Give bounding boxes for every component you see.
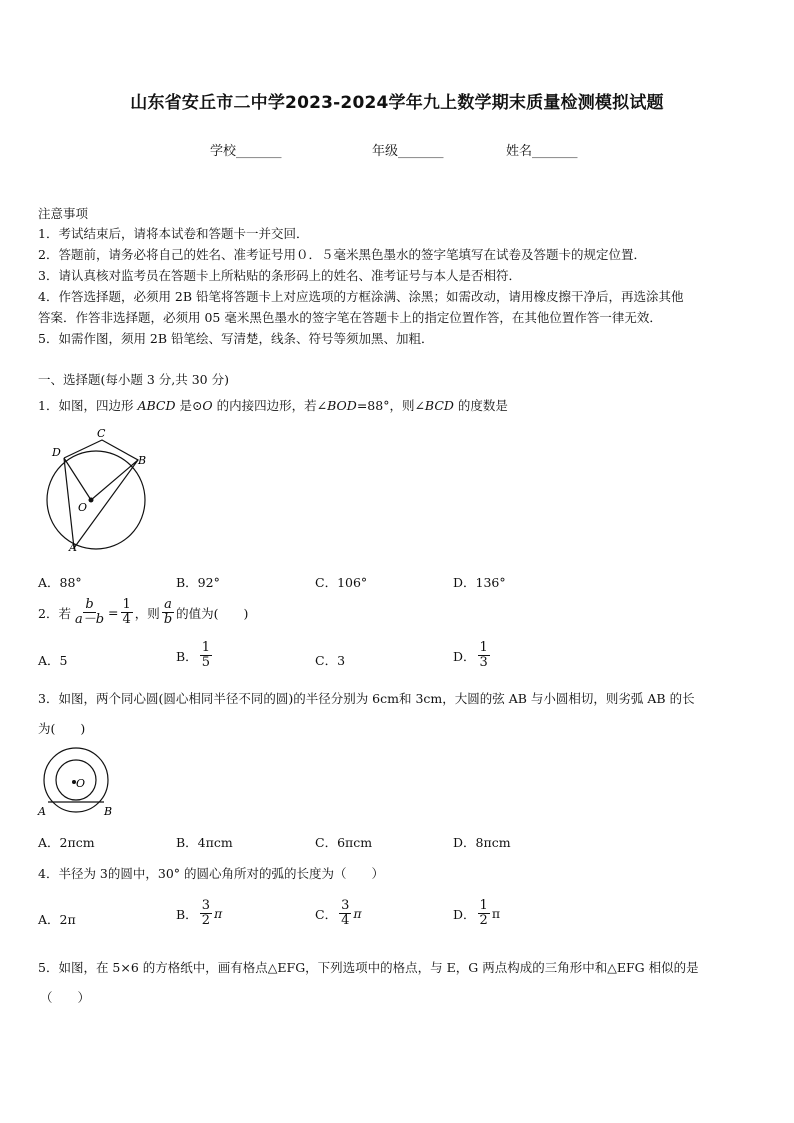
q4-option-d-den: 2 bbox=[479, 913, 488, 928]
name-blank: _______ bbox=[532, 144, 578, 159]
school-label: 学校 bbox=[210, 144, 237, 159]
notice-item: 3．请认真核对监考员在答题卡上所粘贴的条形码上的姓名、准考证号与本人是否相符． bbox=[38, 268, 521, 283]
q3-label-o: O bbox=[76, 777, 86, 790]
q1-option-b: B．92° bbox=[176, 575, 220, 590]
q4-option-c bbox=[315, 899, 362, 928]
question-2 bbox=[38, 598, 248, 627]
q3-figure bbox=[34, 744, 118, 820]
q2-option-b bbox=[176, 641, 214, 670]
q1-option-d: D．136° bbox=[453, 575, 506, 590]
q1-ob-line bbox=[91, 460, 138, 500]
question-4: 4．半径为 3的圆中，30° 的圆心角所对的弧的长度为（ ） bbox=[38, 866, 385, 881]
q1-label-a: A bbox=[69, 541, 77, 554]
q2-option-b-num: 1 bbox=[201, 640, 210, 655]
q2-f3-den: b bbox=[163, 612, 173, 627]
q1-label-b: B bbox=[138, 454, 147, 467]
q1-text: 的内接四边形，若∠ bbox=[212, 398, 328, 413]
q4-option-b-pi: π bbox=[213, 906, 223, 921]
q2-text: ，则 bbox=[134, 605, 160, 621]
q2-f2-num: 1 bbox=[122, 597, 131, 612]
q2-option-b-label: B． bbox=[176, 648, 198, 664]
q4-option-d-num: 1 bbox=[479, 898, 488, 913]
q4-option-c-label: C． bbox=[315, 906, 338, 922]
q2-f2-den: 4 bbox=[122, 612, 131, 627]
q2-fraction-b-over-a-minus-b bbox=[73, 598, 106, 627]
q1-label-c: C bbox=[97, 427, 106, 440]
q4-option-c-num: 3 bbox=[341, 898, 350, 913]
q1-text: 是⊙ bbox=[175, 398, 203, 413]
school-field bbox=[210, 140, 282, 159]
q1-o: O bbox=[202, 398, 213, 413]
q4-option-a: A．2π bbox=[38, 912, 76, 927]
q2-option-d-label: D． bbox=[453, 648, 476, 664]
q2-option-d-num: 1 bbox=[479, 640, 488, 655]
notice-item: 2．答题前，请务必将自己的姓名、准考证号用０．５毫米黑色墨水的签字笔填写在试卷及答题卡的规定位置． bbox=[38, 247, 646, 262]
q3-option-d: D．8πcm bbox=[453, 835, 511, 850]
grade-field bbox=[372, 140, 444, 159]
q1-abcd: ABCD bbox=[137, 398, 176, 413]
q4-option-c-pi: π bbox=[353, 906, 362, 921]
q2-fraction-a-over-b bbox=[162, 598, 174, 627]
q2-f1-num: b bbox=[85, 597, 94, 612]
q2-fraction-one-quarter bbox=[121, 598, 133, 627]
q3-option-c: C．6πcm bbox=[315, 835, 373, 850]
q1-option-c: C．106° bbox=[315, 575, 368, 590]
q2-option-c: C．3 bbox=[315, 653, 346, 668]
school-blank: _______ bbox=[236, 144, 282, 159]
q4-option-b-den: 2 bbox=[201, 913, 210, 928]
q2-f1-den: a－b bbox=[74, 612, 105, 627]
name-label: 姓名 bbox=[506, 144, 533, 159]
q4-option-b-label: B． bbox=[176, 906, 198, 922]
question-3-line-2: 为( ) bbox=[38, 721, 86, 736]
notice-heading: 注意事项 bbox=[38, 206, 89, 221]
q1-figure bbox=[40, 425, 160, 557]
notice-item: 1．考试结束后，请将本试卷和答题卡一并交回． bbox=[38, 226, 309, 241]
q4-option-c-den: 4 bbox=[341, 913, 350, 928]
q2-text: 2．若 bbox=[38, 605, 71, 621]
q1-label-d: D bbox=[52, 446, 61, 459]
q1-text: =88°，则∠ bbox=[356, 398, 425, 413]
q2-option-b-den: 5 bbox=[201, 655, 210, 670]
q3-label-a: A bbox=[38, 805, 46, 818]
question-1 bbox=[38, 396, 508, 414]
q3-option-b: B．4πcm bbox=[176, 835, 233, 850]
notice-item: 5．如需作图，须用 2B 铅笔绘、写清楚，线条、符号等须加黑、加粗． bbox=[38, 331, 434, 346]
q2-option-a: A．5 bbox=[38, 653, 68, 668]
q1-text: 的度数是 bbox=[453, 398, 508, 413]
q4-option-d-label: D． bbox=[453, 906, 476, 922]
name-field bbox=[506, 140, 578, 159]
notice-item: 4．作答选择题，必须用 2B 铅笔将答题卡上对应选项的方框涂满、涂黑；如需改动，请用橡皮擦干净后，再选涂其他 bbox=[38, 289, 684, 304]
q1-bcd: BCD bbox=[424, 398, 454, 413]
q1-bod: BOD bbox=[327, 398, 357, 413]
grade-label: 年级 bbox=[372, 144, 399, 159]
q3-label-b: B bbox=[104, 805, 113, 818]
question-5-line-1: 5．如图，在 5×6 的方格纸中，画有格点△EFG，下列选项中的格点，与 E，G 两点构成的三角形中和△EFG 相似的是 bbox=[38, 960, 699, 975]
q4-option-d bbox=[453, 899, 500, 928]
q1-option-a: A．88° bbox=[38, 575, 82, 590]
grade-blank: _______ bbox=[398, 144, 444, 159]
page-title: 山东省安丘市二中学2023-2024学年九上数学期末质量检测模拟试题 bbox=[130, 93, 664, 113]
section-heading: 一、选择题(每小题 3 分,共 30 分) bbox=[38, 372, 229, 387]
q2-option-d bbox=[453, 641, 492, 670]
q4-option-d-pi: π bbox=[491, 906, 501, 921]
q4-option-b bbox=[176, 899, 222, 928]
q1-center-point bbox=[89, 498, 94, 503]
q2-option-d-den: 3 bbox=[479, 655, 488, 670]
q1-circle bbox=[47, 451, 145, 549]
q2-equals: = bbox=[108, 605, 119, 620]
q3-option-a: A．2πcm bbox=[38, 835, 95, 850]
q2-f3-num: a bbox=[164, 597, 172, 612]
q1-text: 1．如图，四边形 bbox=[38, 398, 138, 413]
q1-label-o: O bbox=[78, 501, 88, 514]
notice-item: 答案．作答非选择题，必须用 05 毫米黑色墨水的签字笔在答题卡上的指定位置作答，在其他位置作答一律无效． bbox=[38, 310, 662, 325]
q2-text: 的值为( ) bbox=[176, 605, 249, 621]
question-5-line-2: （ ） bbox=[40, 990, 91, 1005]
q4-option-b-num: 3 bbox=[201, 898, 210, 913]
question-3-line-1: 3．如图，两个同心圆(圆心相同半径不同的圆)的半径分别为 6cm和 3cm，大圆的弦 AB 与小圆相切，则劣弧 AB 的长 bbox=[38, 691, 695, 706]
